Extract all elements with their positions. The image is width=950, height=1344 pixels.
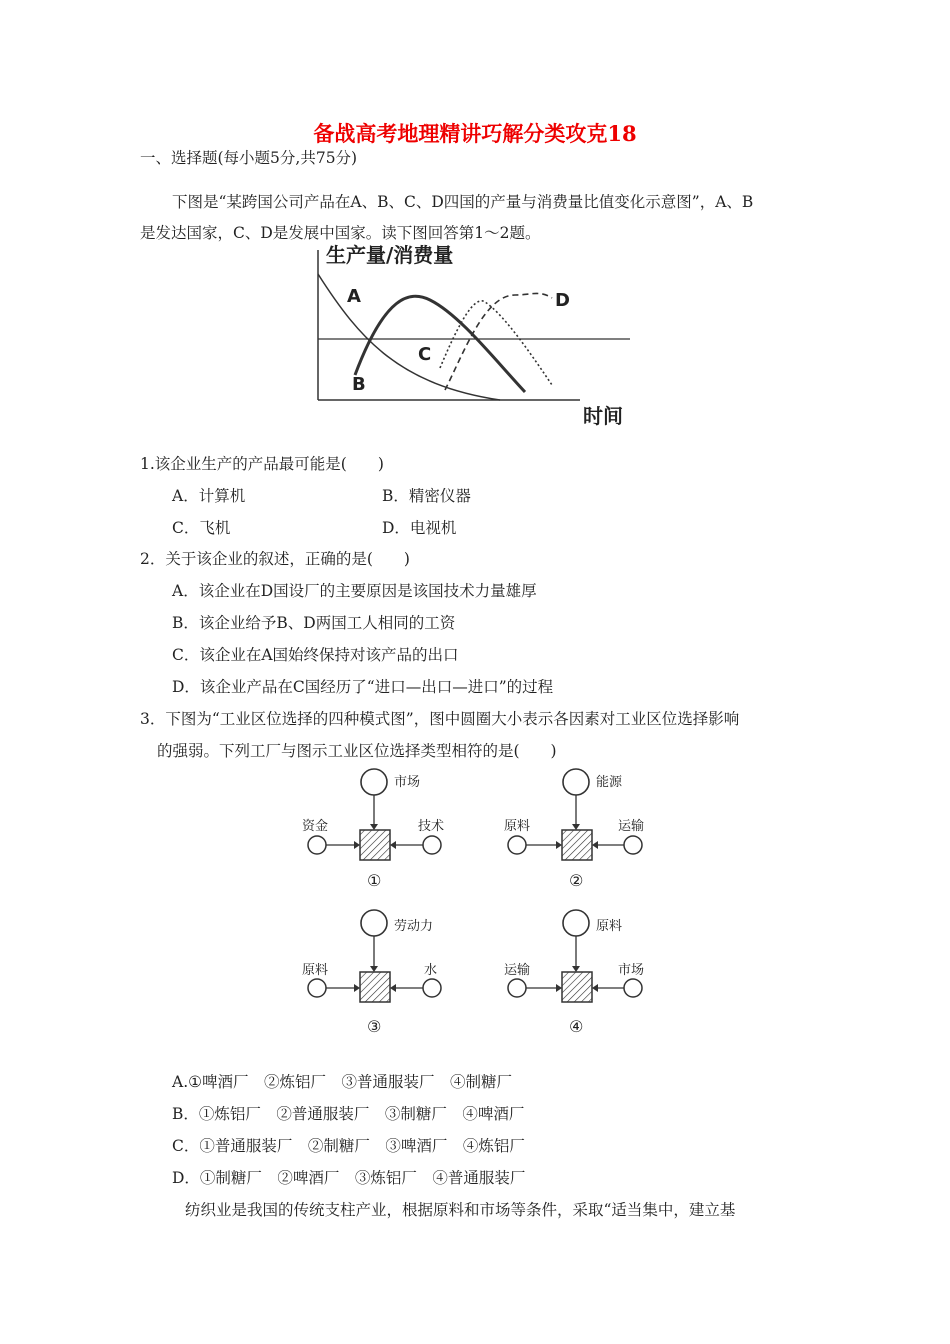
q3-option-b: B．①炼铝厂 ②普通服装厂 ③制糖厂 ④啤酒厂 bbox=[172, 1105, 525, 1123]
model-3-right-factor: 水 bbox=[424, 963, 438, 978]
intro-text-line-1: 下图是“某跨国公司产品在A、B、C、D四国的产量与消费量比值变化示意图”，A、B bbox=[172, 193, 754, 211]
curve-label-b: B bbox=[352, 374, 366, 395]
curve-label-d: D bbox=[555, 290, 570, 311]
section-heading: 一、选择题(每小题5分,共75分) bbox=[140, 149, 358, 167]
q2-option-b: B．该企业给予B、D两国工人相同的工资 bbox=[172, 614, 456, 632]
location-model-1 bbox=[298, 762, 458, 890]
model-3-top-factor: 劳动力 bbox=[394, 919, 434, 934]
q3-option-a: A.①啤酒厂 ②炼铝厂 ③普通服装厂 ④制糖厂 bbox=[172, 1073, 513, 1091]
location-model-4 bbox=[500, 906, 660, 1034]
intro-text-line-2: 是发达国家，C、D是发展中国家。读下图回答第1～2题。 bbox=[140, 224, 541, 242]
model-4-top-factor: 原料 bbox=[596, 919, 623, 934]
model-2-left-factor: 原料 bbox=[504, 819, 531, 834]
curve-label-a: A bbox=[347, 286, 361, 307]
model-4-number: ④ bbox=[569, 1017, 584, 1034]
q2-option-d: D．该企业产品在C国经历了“进口—出口—进口”的过程 bbox=[172, 678, 554, 696]
curve-dotted bbox=[440, 301, 552, 385]
q2-option-c: C．该企业在A国始终保持对该产品的出口 bbox=[172, 646, 459, 664]
q1-option-c: C．飞机 bbox=[172, 519, 231, 537]
model-1-top-factor: 市场 bbox=[394, 775, 421, 790]
model-3-number: ③ bbox=[367, 1017, 382, 1034]
model-1-left-factor: 资金 bbox=[302, 819, 329, 834]
q3-option-c: C．①普通服装厂 ②制糖厂 ③啤酒厂 ④炼铝厂 bbox=[172, 1137, 525, 1155]
model-2-right-factor: 运输 bbox=[618, 819, 645, 834]
q1-option-b: B．精密仪器 bbox=[382, 487, 471, 505]
production-consumption-graph bbox=[300, 240, 640, 435]
model-1-number: ① bbox=[367, 871, 382, 890]
y-axis-label: 生产量/消费量 bbox=[326, 243, 454, 267]
model-2-number: ② bbox=[569, 871, 584, 890]
q1-option-a: A．计算机 bbox=[172, 487, 246, 505]
document-title: 备战高考地理精讲巧解分类攻克18 bbox=[313, 121, 637, 146]
location-model-3 bbox=[298, 906, 458, 1034]
q3-stem-line-1: 3．下图为“工业区位选择的四种模式图”，图中圆圈大小表示各因素对工业区位选择影响 bbox=[140, 710, 740, 728]
model-3-left-factor: 原料 bbox=[302, 963, 329, 978]
model-2-top-factor: 能源 bbox=[596, 775, 623, 790]
q2-stem: 2．关于该企业的叙述，正确的是( ) bbox=[140, 550, 410, 568]
curve-a-b bbox=[318, 274, 500, 400]
q2-option-a: A．该企业在D国设厂的主要原因是该国技术力量雄厚 bbox=[172, 582, 537, 600]
location-model-2 bbox=[500, 762, 660, 890]
model-4-right-factor: 市场 bbox=[618, 963, 645, 978]
x-axis-label: 时间 bbox=[583, 404, 623, 428]
q3-option-d: D．①制糖厂 ②啤酒厂 ③炼铝厂 ④普通服装厂 bbox=[172, 1169, 526, 1187]
q3-stem-line-2: 的强弱。下列工厂与图示工业区位选择类型相符的是( ) bbox=[157, 742, 557, 760]
q1-option-d: D．电视机 bbox=[382, 519, 457, 537]
model-4-left-factor: 运输 bbox=[504, 963, 531, 978]
curve-c bbox=[355, 296, 525, 392]
curve-d bbox=[445, 293, 552, 390]
q1-stem: 1.该企业生产的产品最可能是( ) bbox=[140, 455, 384, 473]
closing-paragraph: 纺织业是我国的传统支柱产业，根据原料和市场等条件，采取“适当集中，建立基 bbox=[185, 1201, 736, 1219]
model-1-right-factor: 技术 bbox=[418, 819, 445, 834]
curve-label-c: C bbox=[418, 344, 432, 365]
